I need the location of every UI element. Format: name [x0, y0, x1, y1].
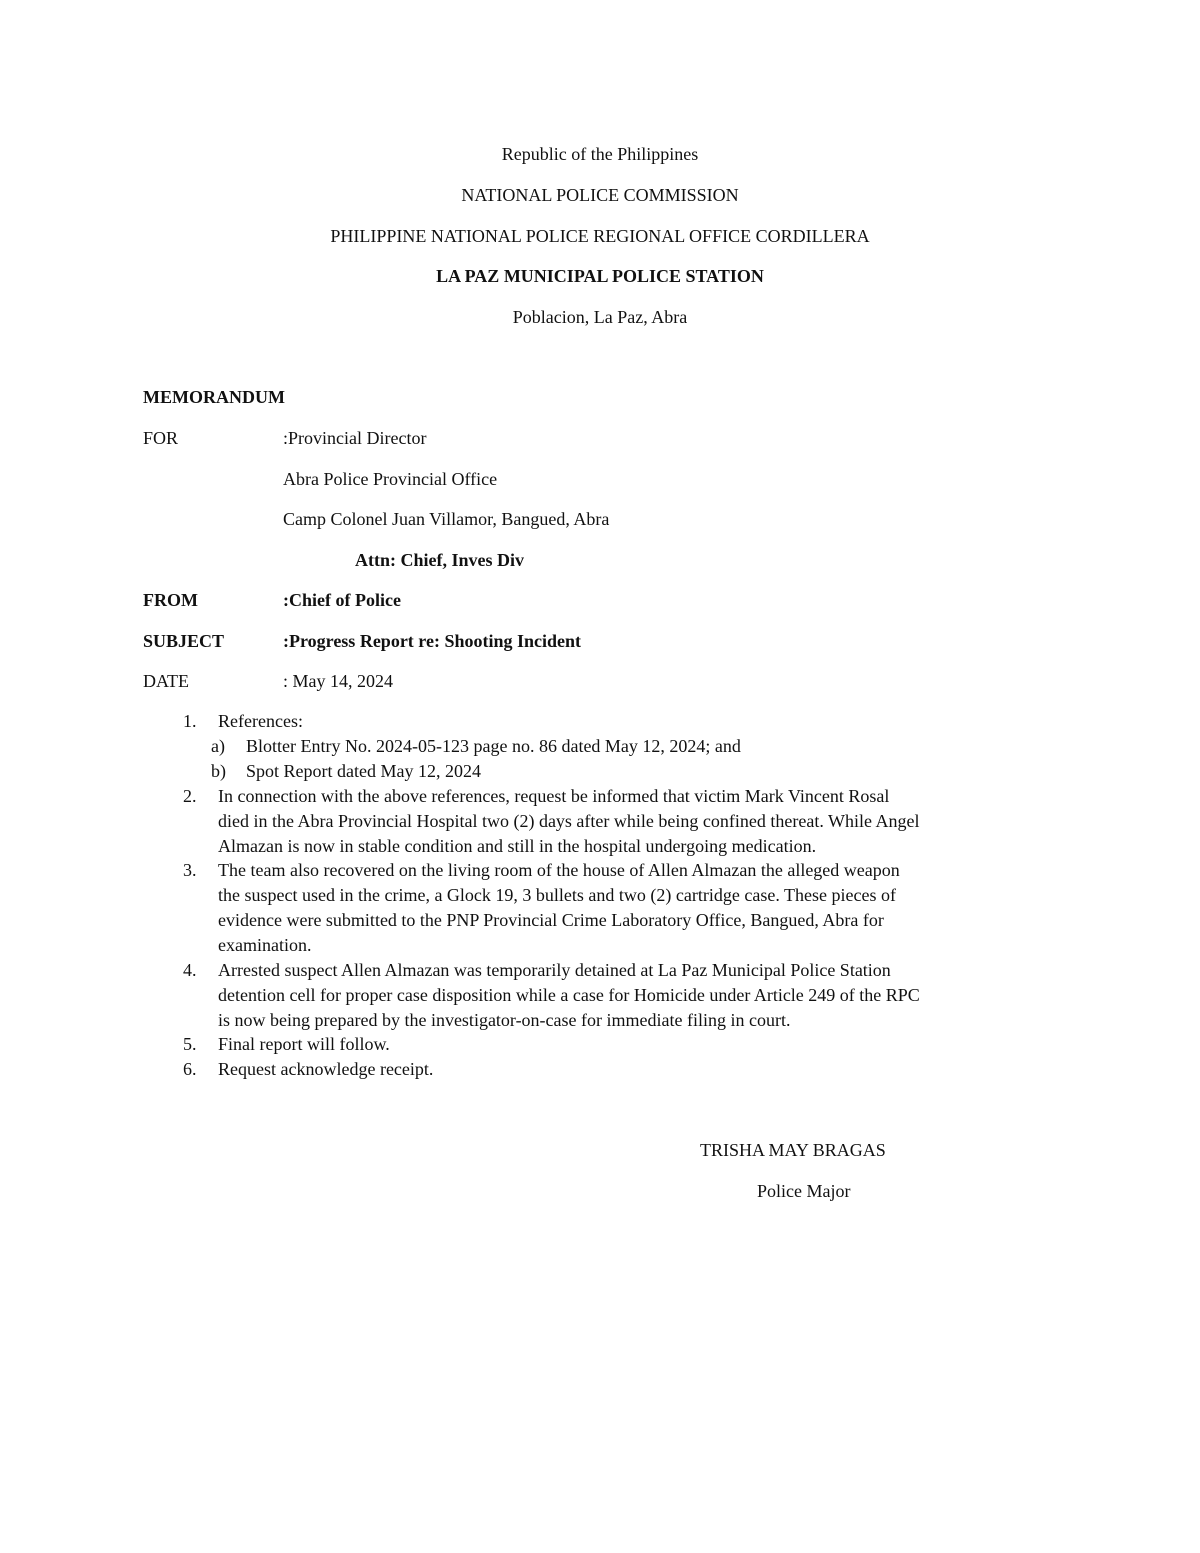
for-office: Abra Police Provincial Office — [283, 469, 498, 489]
list-item-text-line: The team also recovered on the living room of the house of Allen Almazan the alleged weapon — [218, 860, 900, 880]
signatory-rank: Police Major — [757, 1181, 851, 1201]
list-number: 3. — [183, 860, 197, 880]
list-item-text: References: — [218, 711, 303, 731]
attn-line: Attn: Chief, Inves Div — [355, 550, 524, 570]
sub-item-letter: b) — [211, 761, 226, 781]
sub-item-letter: a) — [211, 736, 225, 756]
from-label: FROM — [143, 590, 198, 610]
signatory-name: TRISHA MAY BRAGAS — [700, 1140, 886, 1160]
list-item-text: Final report will follow. — [218, 1034, 390, 1054]
from-value: :Chief of Police — [283, 590, 401, 610]
list-number: 5. — [183, 1034, 197, 1054]
subject-label: SUBJECT — [143, 631, 225, 651]
sub-item-text: Blotter Entry No. 2024-05-123 page no. 86 dated May 12, 2024; and — [246, 736, 741, 756]
date-value: : May 14, 2024 — [283, 671, 393, 691]
date-label: DATE — [143, 671, 189, 691]
list-number: 6. — [183, 1059, 197, 1079]
for-camp: Camp Colonel Juan Villamor, Bangued, Abra — [283, 509, 610, 529]
list-item-text-line: is now being prepared by the investigator-on-case for immediate filing in court. — [218, 1010, 791, 1030]
list-item-text-line: Almazan is now in stable condition and still in the hospital undergoing medication. — [218, 836, 817, 856]
for-value: :Provincial Director — [283, 428, 427, 448]
list-item-text-line: the suspect used in the crime, a Glock 19, 3 bullets and two (2) cartridge case. These pieces of — [218, 885, 896, 905]
list-item-text-line: examination. — [218, 935, 312, 955]
list-item-text: Request acknowledge receipt. — [218, 1059, 434, 1079]
subject-value: :Progress Report re: Shooting Incident — [283, 631, 581, 651]
list-number: 4. — [183, 960, 197, 980]
list-number: 1. — [183, 711, 197, 731]
list-item-text-line: evidence were submitted to the PNP Provincial Crime Laboratory Office, Bangued, Abra for — [218, 910, 884, 930]
header-station: LA PAZ MUNICIPAL POLICE STATION — [436, 266, 764, 286]
list-item-text-line: died in the Abra Provincial Hospital two (2) days after while being confined thereat. While Angel — [218, 811, 920, 831]
list-number: 2. — [183, 786, 197, 806]
for-label: FOR — [143, 428, 179, 448]
header-regional-office: PHILIPPINE NATIONAL POLICE REGIONAL OFFICE CORDILLERA — [330, 226, 870, 246]
sub-item-text: Spot Report dated May 12, 2024 — [246, 761, 481, 781]
memo-title: MEMORANDUM — [143, 387, 285, 407]
header-republic: Republic of the Philippines — [501, 144, 699, 164]
list-item-text-line: In connection with the above references, request be informed that victim Mark Vincent Rosal — [218, 786, 890, 806]
header-address: Poblacion, La Paz, Abra — [512, 307, 688, 327]
header-napolcom: NATIONAL POLICE COMMISSION — [461, 185, 739, 205]
list-item-text-line: Arrested suspect Allen Almazan was temporarily detained at La Paz Municipal Police Station — [218, 960, 891, 980]
list-item-text-line: detention cell for proper case disposition while a case for Homicide under Article 249 of the RPC — [218, 985, 920, 1005]
